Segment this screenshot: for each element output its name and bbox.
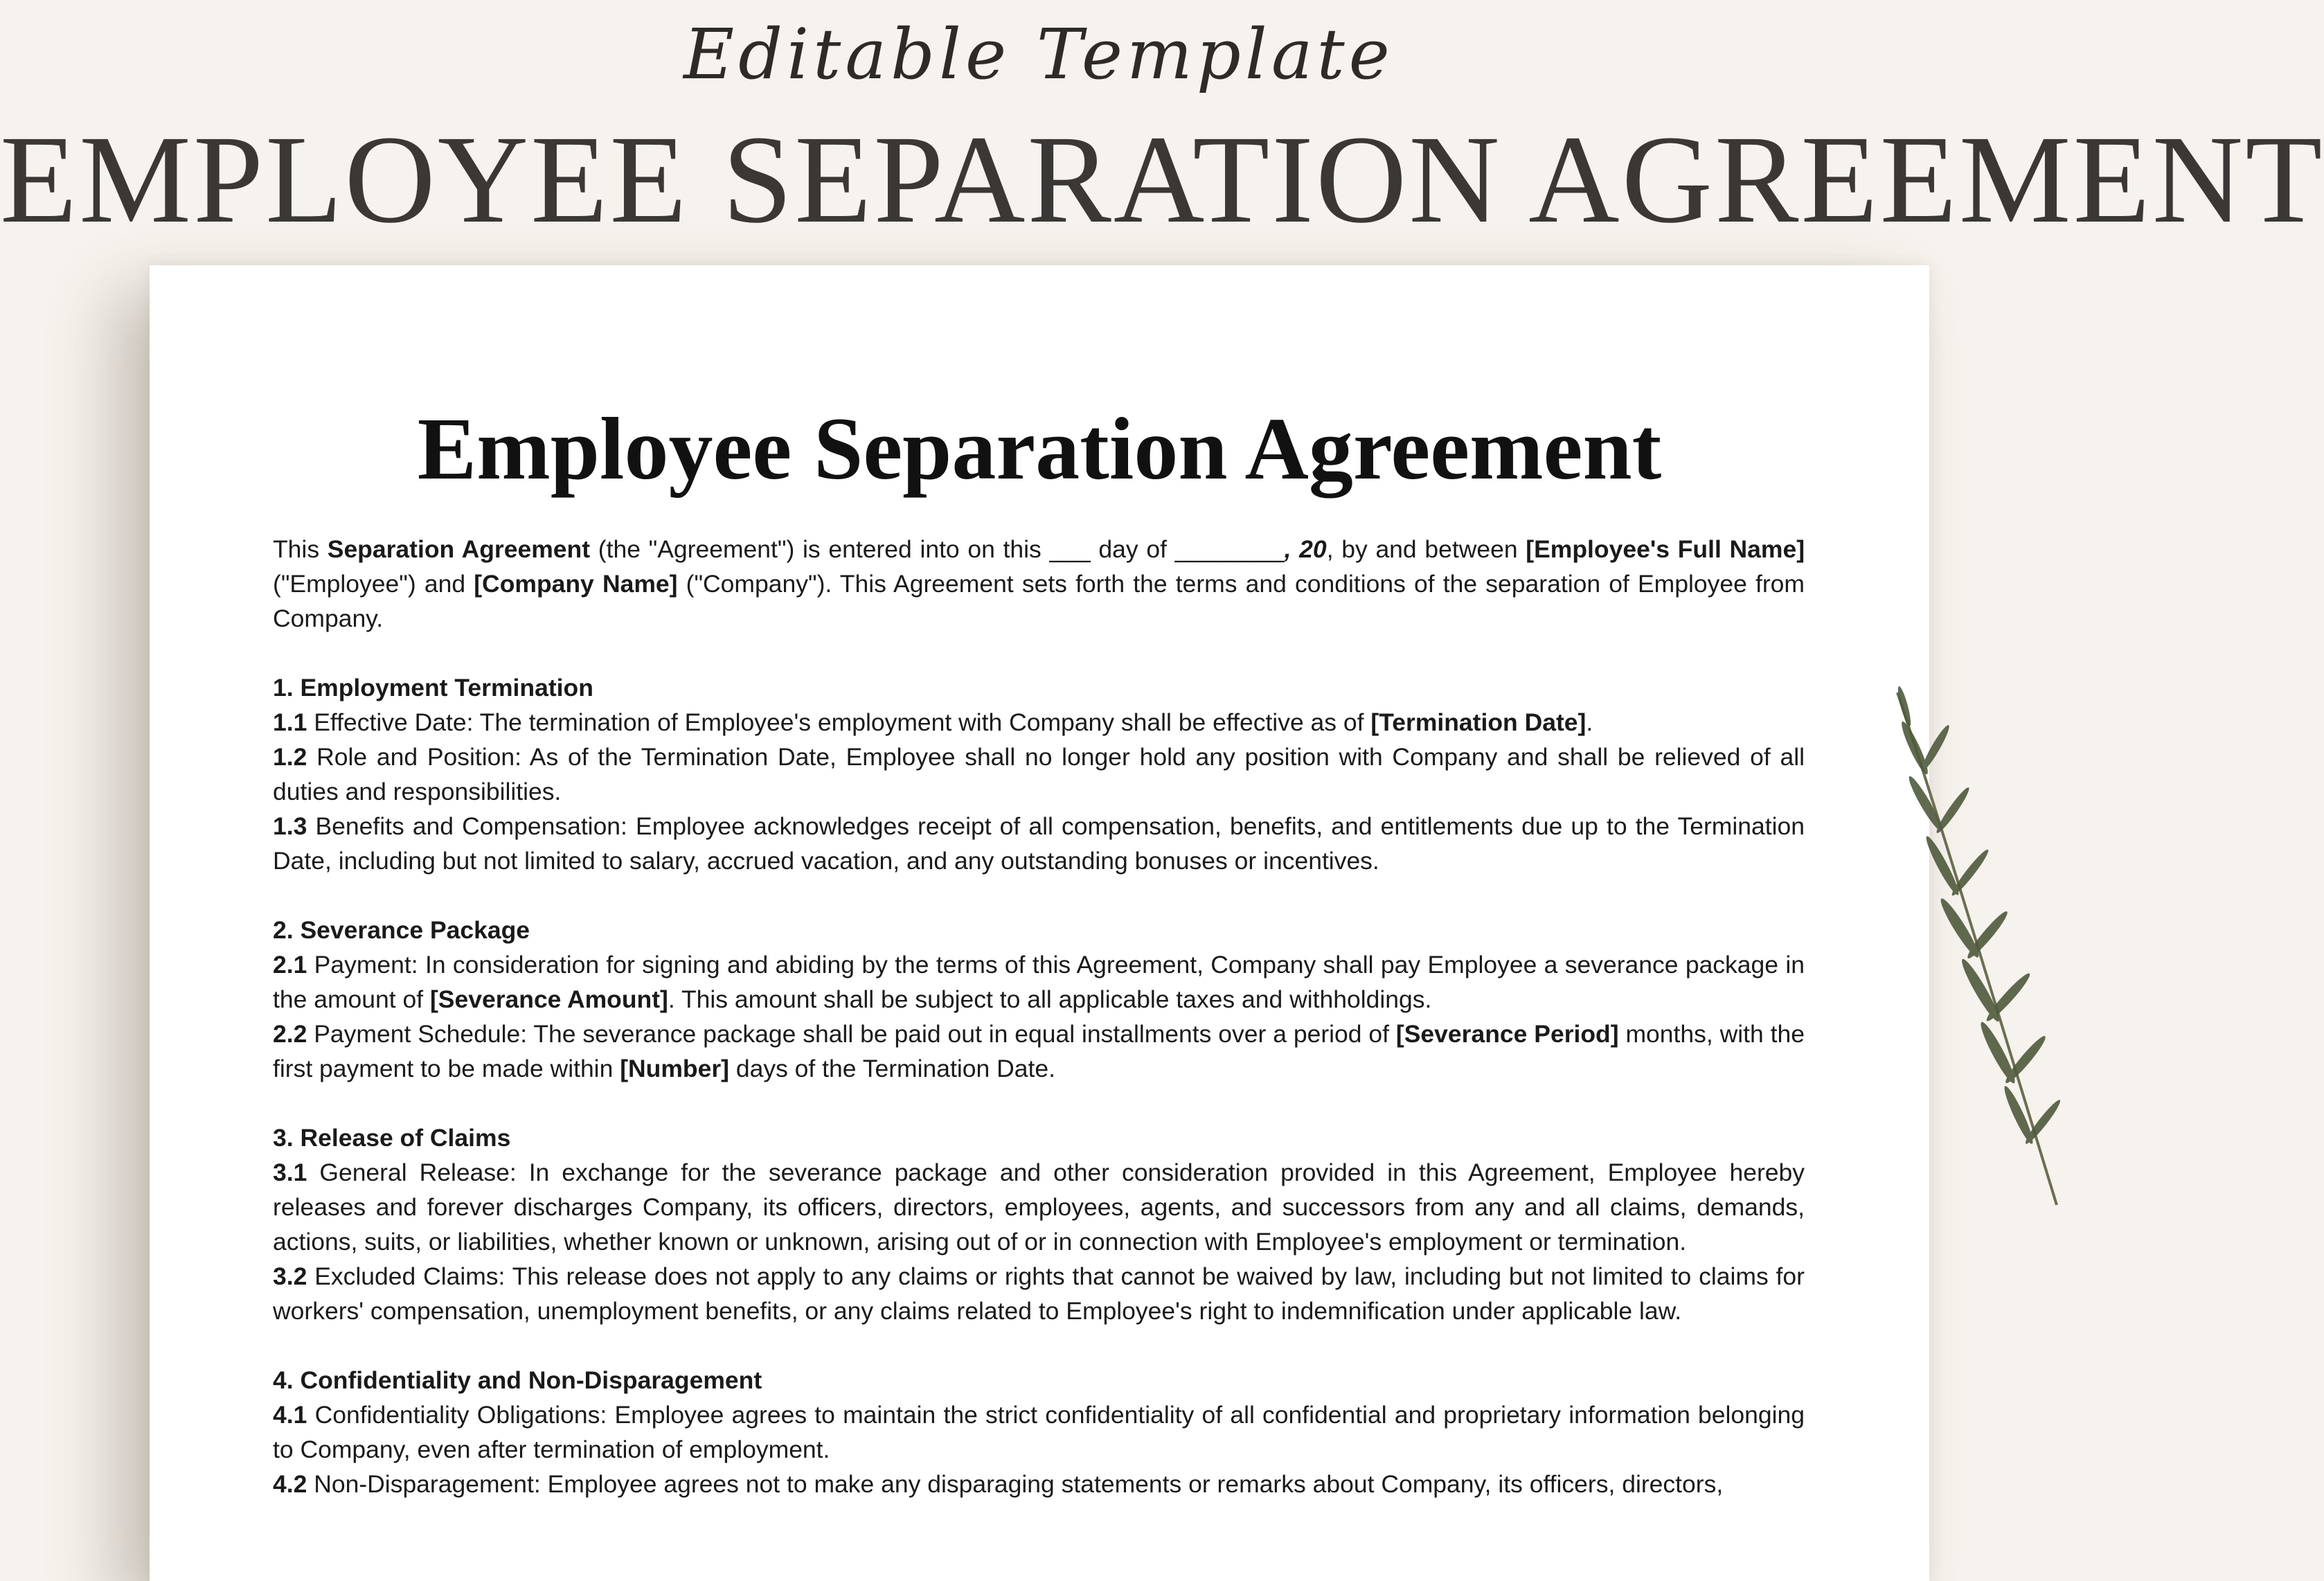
- clause-4-2: 4.2 Non-Disparagement: Employee agrees not to make any disparaging statements or remarks about Company, its officers, directors,: [273, 1470, 1724, 1498]
- clause-3-2: 3.2 Excluded Claims: This release does not apply to any claims or rights that cannot be waived by law, including but not limited to claims for workers' compensation, unemployment benefits, or any claims related to Employee's right to indemnification under applicable law.: [273, 1262, 1805, 1325]
- clause-2-1: 2.1 Payment: In consideration for signing and abiding by the terms of this Agreement, Company shall pay Employee a severance package in the amount of [Severance Amount]. This amount shall be subject to all applicable taxes and withholdings.: [273, 951, 1805, 1013]
- clause-4-1: 4.1 Confidentiality Obligations: Employee agrees to maintain the strict confidentiality of all confidential and proprietary information belonging to Company, even after termination of employment.: [273, 1401, 1805, 1463]
- document-title: Employee Separation Agreement: [417, 400, 1662, 498]
- section-heading-3: 3. Release of Claims: [273, 1124, 511, 1152]
- clause-1-1: 1.1 Effective Date: The termination of Employee's employment with Company shall be effective as of [Termination Date].: [273, 708, 1593, 736]
- clause-3-1: 3.1 General Release: In exchange for the severance package and other consideration provided in this Agreement, Employee hereby releases and forever discharges Company, its officers, directors, employees, agents, and successors from any and all claims, demands, actions, suits, or liabilities, whether known or unknown, arising out of or in connection with Employee's employment or termination.: [273, 1159, 1805, 1256]
- section-heading-2: 2. Severance Package: [273, 916, 530, 944]
- section-heading-1: 1. Employment Termination: [273, 674, 593, 702]
- banner-title: EMPLOYEE SEPARATION AGREEMENT: [0, 110, 2324, 249]
- document-body: [273, 532, 1805, 1501]
- section-heading-4: 4. Confidentiality and Non-Disparagement: [273, 1366, 762, 1394]
- plant-sprig-icon: [1884, 665, 2077, 1219]
- document-page: [150, 265, 1929, 1581]
- clause-2-2: 2.2 Payment Schedule: The severance package shall be paid out in equal installments over a period of [Severance Period] months, with the first payment to be made within [Number] days of the Termination Date.: [273, 1020, 1805, 1082]
- clause-1-2: 1.2 Role and Position: As of the Termination Date, Employee shall no longer hold any position with Company and shall be relieved of all duties and responsibilities.: [273, 743, 1805, 805]
- banner-script-subtitle: Editable Template: [683, 14, 1394, 95]
- intro-paragraph: This Separation Agreement (the "Agreement") is entered into on this ___ day of ________, 20, by and between [Employee's Full Name] ("Employee") and [Company Name] ("Company"). This Agreement sets forth the terms and conditions of the separation of Employee from Company.: [273, 535, 1805, 632]
- clause-1-3: 1.3 Benefits and Compensation: Employee acknowledges receipt of all compensation, benefits, and entitlements due up to the Termination Date, including but not limited to salary, accrued vacation, and any outstanding bonuses or incentives.: [273, 812, 1805, 875]
